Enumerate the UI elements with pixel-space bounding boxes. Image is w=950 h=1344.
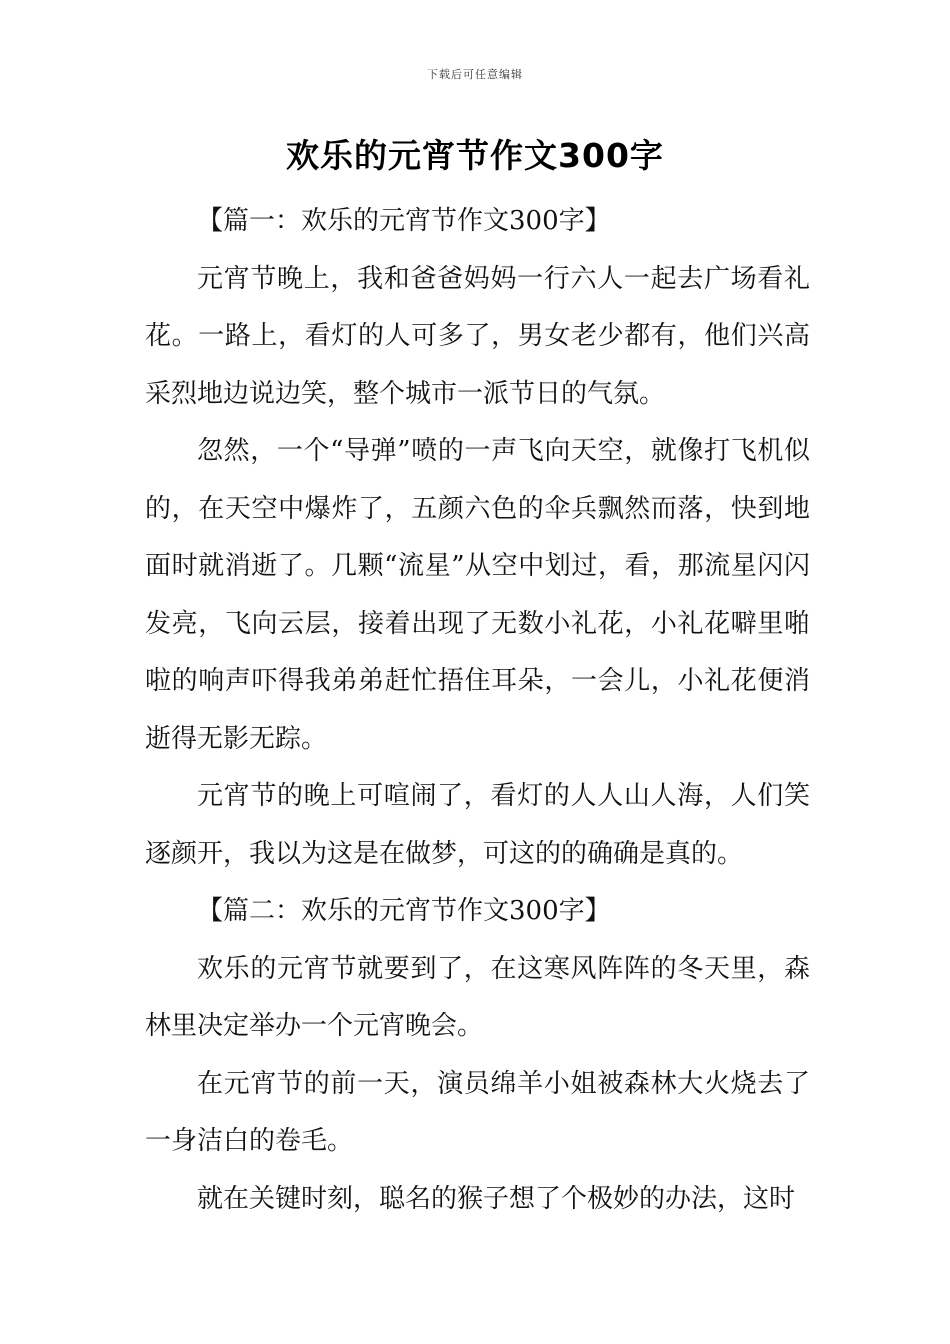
paragraph: 元宵节的晚上可喧闹了，看灯的人人山人海，人们笑逐颜开，我以为这是在做梦，可这的的确确是真的。 — [145, 781, 810, 869]
document-body — [145, 193, 810, 1228]
document-title: 欢乐的元宵节作文300字 — [286, 136, 664, 175]
paragraph: 就在关键时刻，聪名的猴子想了个极妙的办法，这时 — [197, 1183, 796, 1214]
paragraph: 元宵节晚上，我和爸爸妈妈一行六人一起去广场看礼花。一路上，看灯的人可多了，男女老少都有，他们兴高采烈地边说边笑，整个城市一派节日的气氛。 — [145, 263, 810, 409]
section-heading-2: 【篇二：欢乐的元宵节作文300字】 — [197, 896, 611, 926]
header-note: 下载后可任意编辑 — [427, 68, 523, 81]
section-heading-1: 【篇一：欢乐的元宵节作文300字】 — [197, 206, 611, 236]
paragraph: 欢乐的元宵节就要到了，在这寒风阵阵的冬天里，森林里决定举办一个元宵晚会。 — [145, 953, 810, 1041]
paragraph: 忽然，一个“导弹”喷的一声飞向天空，就像打飞机似的，在天空中爆炸了，五颜六色的伞兵飘然而落，快到地面时就消逝了。几颗“流星”从空中划过，看，那流星闪闪发亮，飞向云层，接着出现了无数小礼花，小礼花噼里啪啦的响声吓得我弟弟赶忙捂住耳朵，一会儿，小礼花便消逝得无影无踪。 — [145, 436, 810, 754]
paragraph: 在元宵节的前一天，演员绵羊小姐被森林大火烧去了一身洁白的卷毛。 — [145, 1068, 810, 1156]
